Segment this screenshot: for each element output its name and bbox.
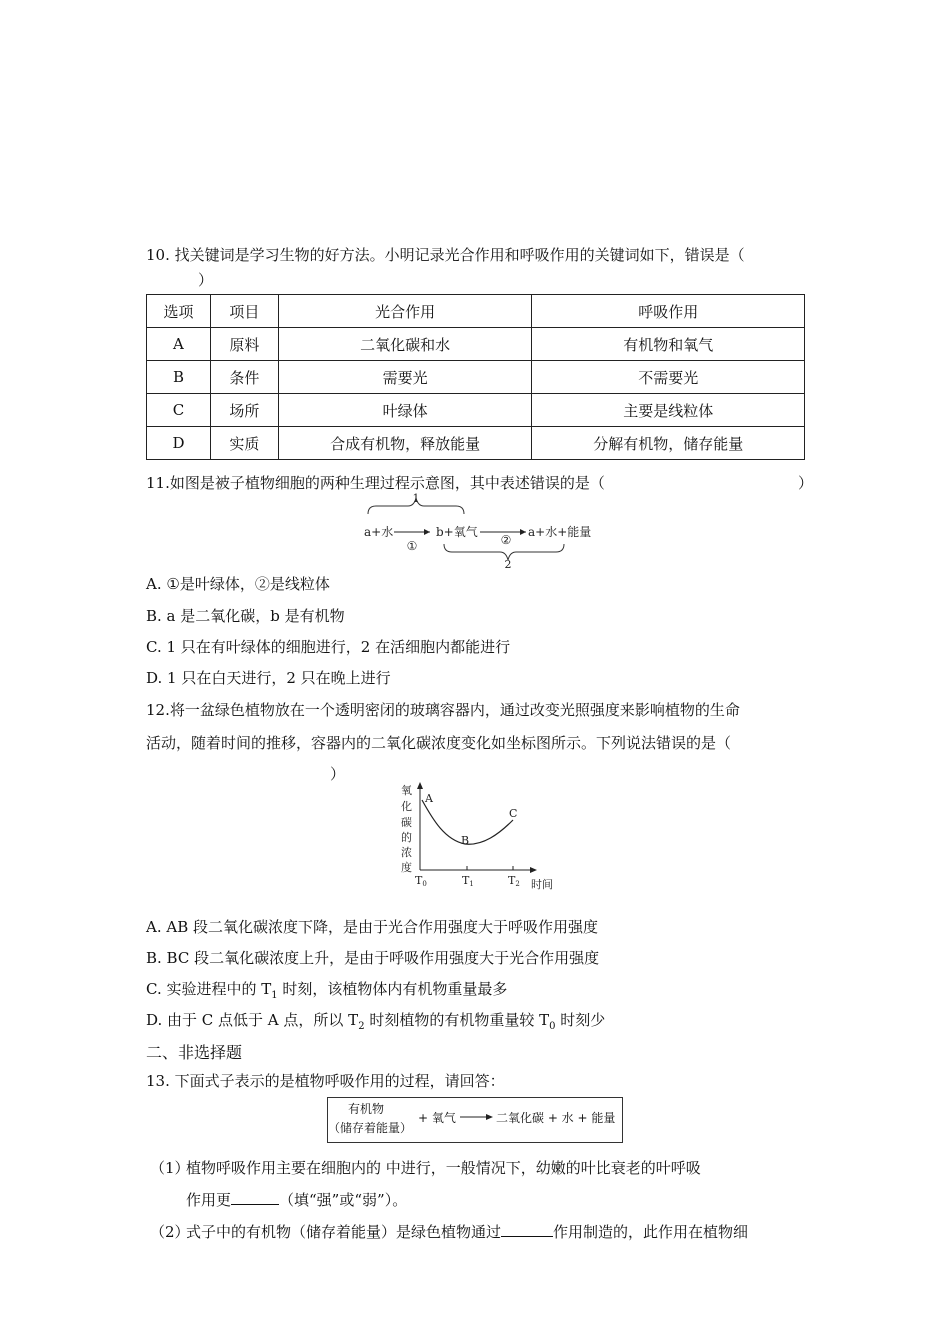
table-row bbox=[147, 427, 805, 460]
arrow-1-head bbox=[424, 529, 430, 535]
table-header-cell: 光合作用 bbox=[278, 295, 532, 328]
q13-part2-text: 式子中的有机物（储存着能量）是绿色植物通过 作用制造的，此作用在植物细 bbox=[186, 1223, 749, 1241]
table-cell: A bbox=[147, 328, 211, 361]
q11-option-a: A. ①是叶绿体，②是线粒体 bbox=[146, 575, 330, 593]
q10-stem: 10. 找关键词是学习生物的好方法。小明记录光合作用和呼吸作用的关键词如下，错误是（ bbox=[146, 246, 745, 264]
y-axis-label-char: 氧 bbox=[401, 784, 412, 797]
answer-blank[interactable] bbox=[501, 1222, 553, 1237]
y-axis-label-char: 化 bbox=[401, 800, 412, 813]
answer-blank[interactable] bbox=[231, 1190, 279, 1205]
q13-part1-text: 植物呼吸作用主要在细胞内的 中进行，一般情况下，幼嫩的叶比衰老的叶呼吸 bbox=[186, 1159, 701, 1177]
table-header-cell: 项目 bbox=[210, 295, 278, 328]
q12-option-c: C. 实验进程中的 $T_1$ 时刻，该植物体内有机物重量最多 bbox=[146, 980, 508, 1001]
table-cell: 分解有机物，储存能量 bbox=[532, 427, 805, 460]
table-row bbox=[147, 361, 805, 394]
q13-part2-number: （2） bbox=[150, 1223, 190, 1241]
q13-part1-text2: 作用更 （填“强”或“弱”）。 bbox=[186, 1191, 408, 1209]
table-cell: 实质 bbox=[210, 427, 278, 460]
respiration-equation-box bbox=[327, 1097, 623, 1143]
point-a-label: A bbox=[425, 792, 433, 805]
table-row bbox=[147, 328, 805, 361]
eq-arrow bbox=[460, 1111, 494, 1123]
q12-option-a: A. AB 段二氧化碳浓度下降，是由于光合作用强度大于呼吸作用强度 bbox=[146, 918, 598, 936]
x-axis-label: 时间 bbox=[531, 878, 553, 891]
eq-oxygen: + 氧气 bbox=[418, 1111, 456, 1125]
eq-energy-note: （储存着能量） bbox=[328, 1121, 413, 1135]
step-1-label: ① bbox=[406, 539, 418, 553]
point-b-label: B bbox=[461, 834, 470, 847]
label-1: 1 bbox=[412, 492, 420, 505]
table-header-cell: 呼吸作用 bbox=[532, 295, 805, 328]
q12-option-d: D. 由于 C 点低于 A 点，所以 $T_2$ 时刻植物的有机物重量较 $T_0$ 时刻少 bbox=[146, 1011, 606, 1032]
tick-label-t1: T1 bbox=[462, 874, 474, 888]
q11-option-b: B. a 是二氧化碳，b 是有机物 bbox=[146, 607, 345, 625]
reactant-left: a+水 bbox=[364, 525, 394, 539]
section-title: 二、非选择题 bbox=[146, 1043, 243, 1062]
q12-stem-end: ） bbox=[330, 765, 346, 783]
table-cell: 条件 bbox=[210, 361, 278, 394]
q13-part1-number: （1） bbox=[150, 1159, 190, 1177]
table-cell: 有机物和氧气 bbox=[532, 328, 805, 361]
table-cell: 不需要光 bbox=[532, 361, 805, 394]
eq-organic: 有机物 bbox=[348, 1102, 385, 1116]
table-cell: 二氧化碳和水 bbox=[278, 328, 532, 361]
tick-label-t0: T0 bbox=[415, 874, 427, 888]
table-cell: 场所 bbox=[210, 394, 278, 427]
y-axis-label-char: 浓 bbox=[401, 846, 412, 859]
q13-stem: 13. 下面式子表示的是植物呼吸作用的过程，请回答： bbox=[146, 1072, 505, 1090]
q12-stem-line2: 活动，随着时间的推移，容器内的二氧化碳浓度变化如坐标图所示。下列说法错误的是（ bbox=[146, 734, 732, 752]
q12-stem-line1: 12.将一盆绿色植物放在一个透明密闭的玻璃容器内，通过改变光照强度来影响植物的生命 bbox=[146, 701, 740, 719]
table-cell: 合成有机物，释放能量 bbox=[278, 427, 532, 460]
table-header-cell: 选项 bbox=[147, 295, 211, 328]
q11-stem-end: ） bbox=[798, 474, 814, 492]
middle-product: b+氧气 bbox=[436, 525, 478, 539]
step-2-label: ② bbox=[500, 533, 512, 547]
q11-option-c: C. 1 只在有叶绿体的细胞进行，2 在活细胞内都能进行 bbox=[146, 638, 511, 656]
y-axis-label-char: 度 bbox=[401, 861, 412, 874]
q10-stem-end: ） bbox=[198, 271, 214, 289]
final-products: a+水+能量 bbox=[528, 525, 592, 539]
table-row bbox=[147, 394, 805, 427]
arrow-2-head bbox=[520, 529, 526, 535]
q11-stem: 11.如图是被子植物细胞的两种生理过程示意图，其中表述错误的是（ bbox=[146, 474, 605, 492]
point-c-label: C bbox=[509, 807, 518, 820]
table-cell: D bbox=[147, 427, 211, 460]
table-cell: B bbox=[147, 361, 211, 394]
q12-option-b: B. BC 段二氧化碳浓度上升，是由于呼吸作用强度大于光合作用强度 bbox=[146, 949, 600, 967]
keyword-table bbox=[146, 294, 805, 460]
table-cell: 叶绿体 bbox=[278, 394, 532, 427]
label-2: 2 bbox=[504, 558, 512, 570]
co2-graph bbox=[395, 780, 565, 898]
table-cell: 主要是线粒体 bbox=[532, 394, 805, 427]
table-header-row bbox=[147, 295, 805, 328]
x-axis-arrow bbox=[530, 867, 537, 873]
tick-label-t2: T2 bbox=[508, 874, 520, 888]
y-axis-label-char: 碳 bbox=[401, 816, 412, 829]
y-axis-label-char: 的 bbox=[401, 831, 412, 844]
process-diagram bbox=[360, 492, 600, 570]
table-cell: 原料 bbox=[210, 328, 278, 361]
q11-option-d: D. 1 只在白天进行，2 只在晚上进行 bbox=[146, 669, 391, 687]
table-cell: 需要光 bbox=[278, 361, 532, 394]
eq-products: 二氧化碳 + 水 + 能量 bbox=[496, 1111, 616, 1125]
table-cell: C bbox=[147, 394, 211, 427]
y-axis-arrow bbox=[417, 782, 423, 789]
